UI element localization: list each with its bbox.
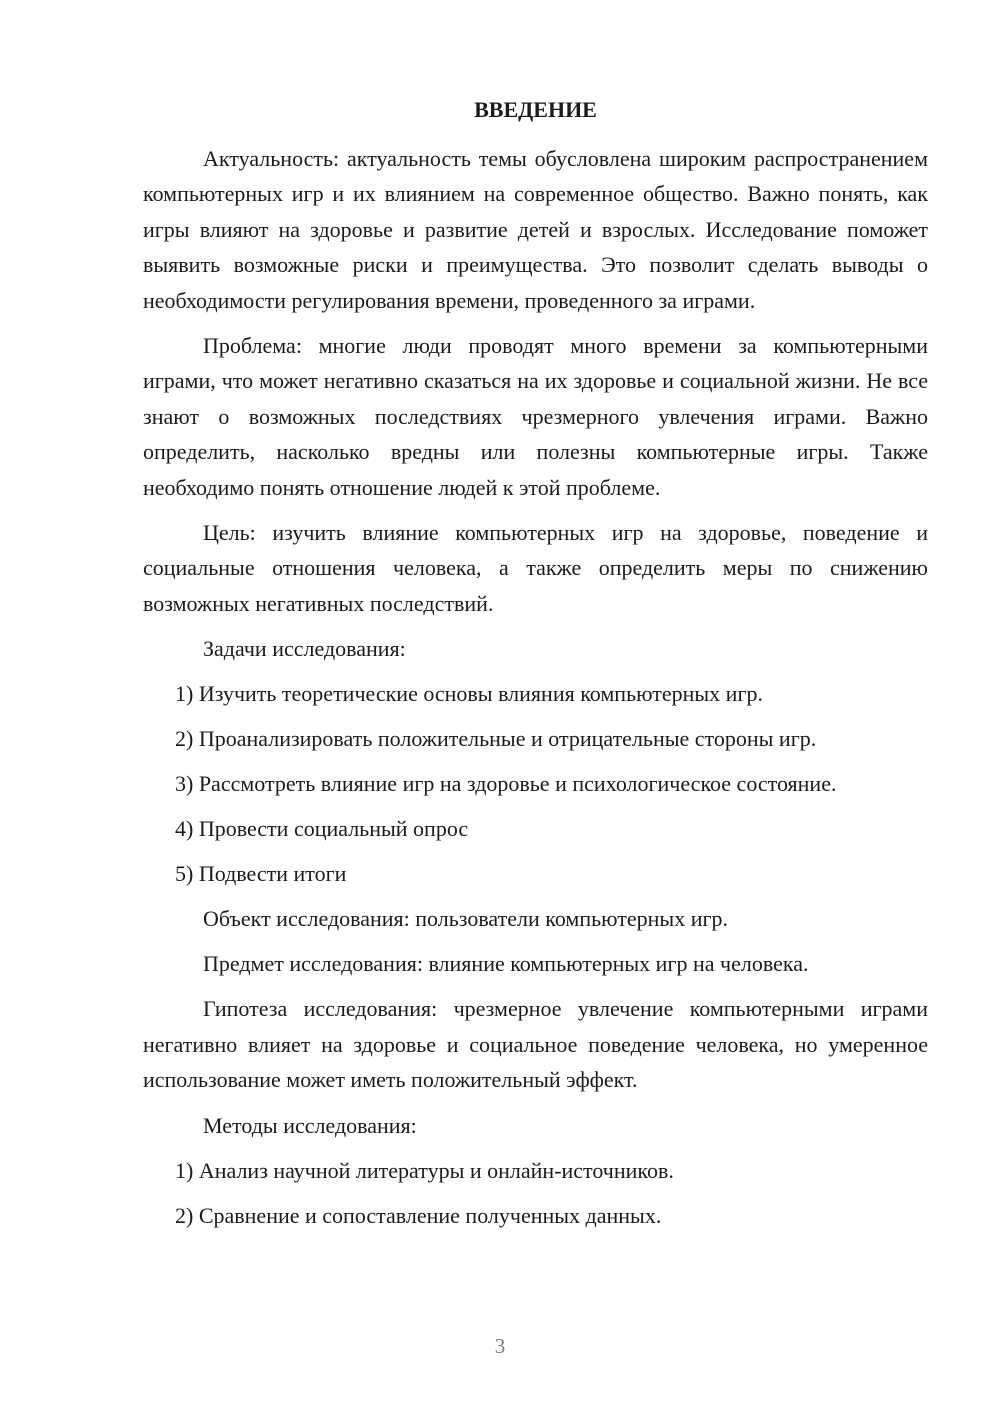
list-item: 2) Сравнение и сопоставление полученных данных. — [175, 1202, 662, 1228]
list-item: 3) Рассмотреть влияние игр на здоровье и психологическое состояние. — [175, 771, 837, 797]
methods-label: Методы исследования: — [203, 1112, 417, 1138]
object-line: Объект исследования: пользователи компьютерных игр. — [203, 906, 729, 932]
list-item: 4) Провести социальный опрос — [175, 816, 469, 842]
methods-list — [143, 1153, 928, 1233]
goal-paragraph: Цель: изучить влияние компьютерных игр на здоровье, поведение и социальные отношения человека, а также определить меры по снижению возможных негативных последствий. — [143, 520, 928, 616]
list-item: 5) Подвести итоги — [175, 861, 347, 887]
hypothesis-paragraph: Гипотеза исследования: чрезмерное увлечение компьютерными играми негативно влияет на здоровье и социальное поведение человека, но умеренное использование может иметь положительный эффект. — [143, 996, 928, 1093]
list-item: 1) Анализ научной литературы и онлайн-источников. — [175, 1157, 674, 1183]
list-item: 2) Проанализировать положительные и отрицательные стороны игр. — [175, 726, 817, 752]
page-title: ВВЕДЕНИЕ — [474, 97, 597, 122]
subject-line: Предмет исследования: влияние компьютерных игр на человека. — [203, 951, 809, 977]
tasks-list — [143, 676, 928, 891]
document-page — [143, 92, 928, 1243]
page-number: 3 — [494, 1334, 506, 1358]
problem-paragraph: Проблема: многие люди проводят много времени за компьютерными играми, что может негативно сказаться на их здоровье и социальной жизни. Не все знают о возможных последствиях чрезмерного увлечения играми. Важно определить, насколько вредны или полезны компьютерные игры. Также необходимо понять отношение людей к этой проблеме. — [143, 333, 928, 500]
list-item: 1) Изучить теоретические основы влияния компьютерных игр. — [175, 681, 763, 707]
tasks-label: Задачи исследования: — [203, 636, 406, 662]
relevance-paragraph: Актуальность: актуальность темы обусловлена широким распространением компьютерных игр и их влиянием на современное общество. Важно понять, как игры влияют на здоровье и развитие детей и взрослых. Исследование поможет выявить возможные риски и преимущества. Это позволит сделать выводы о необходимости регулирования времени, проведенного за играми. — [143, 146, 928, 313]
